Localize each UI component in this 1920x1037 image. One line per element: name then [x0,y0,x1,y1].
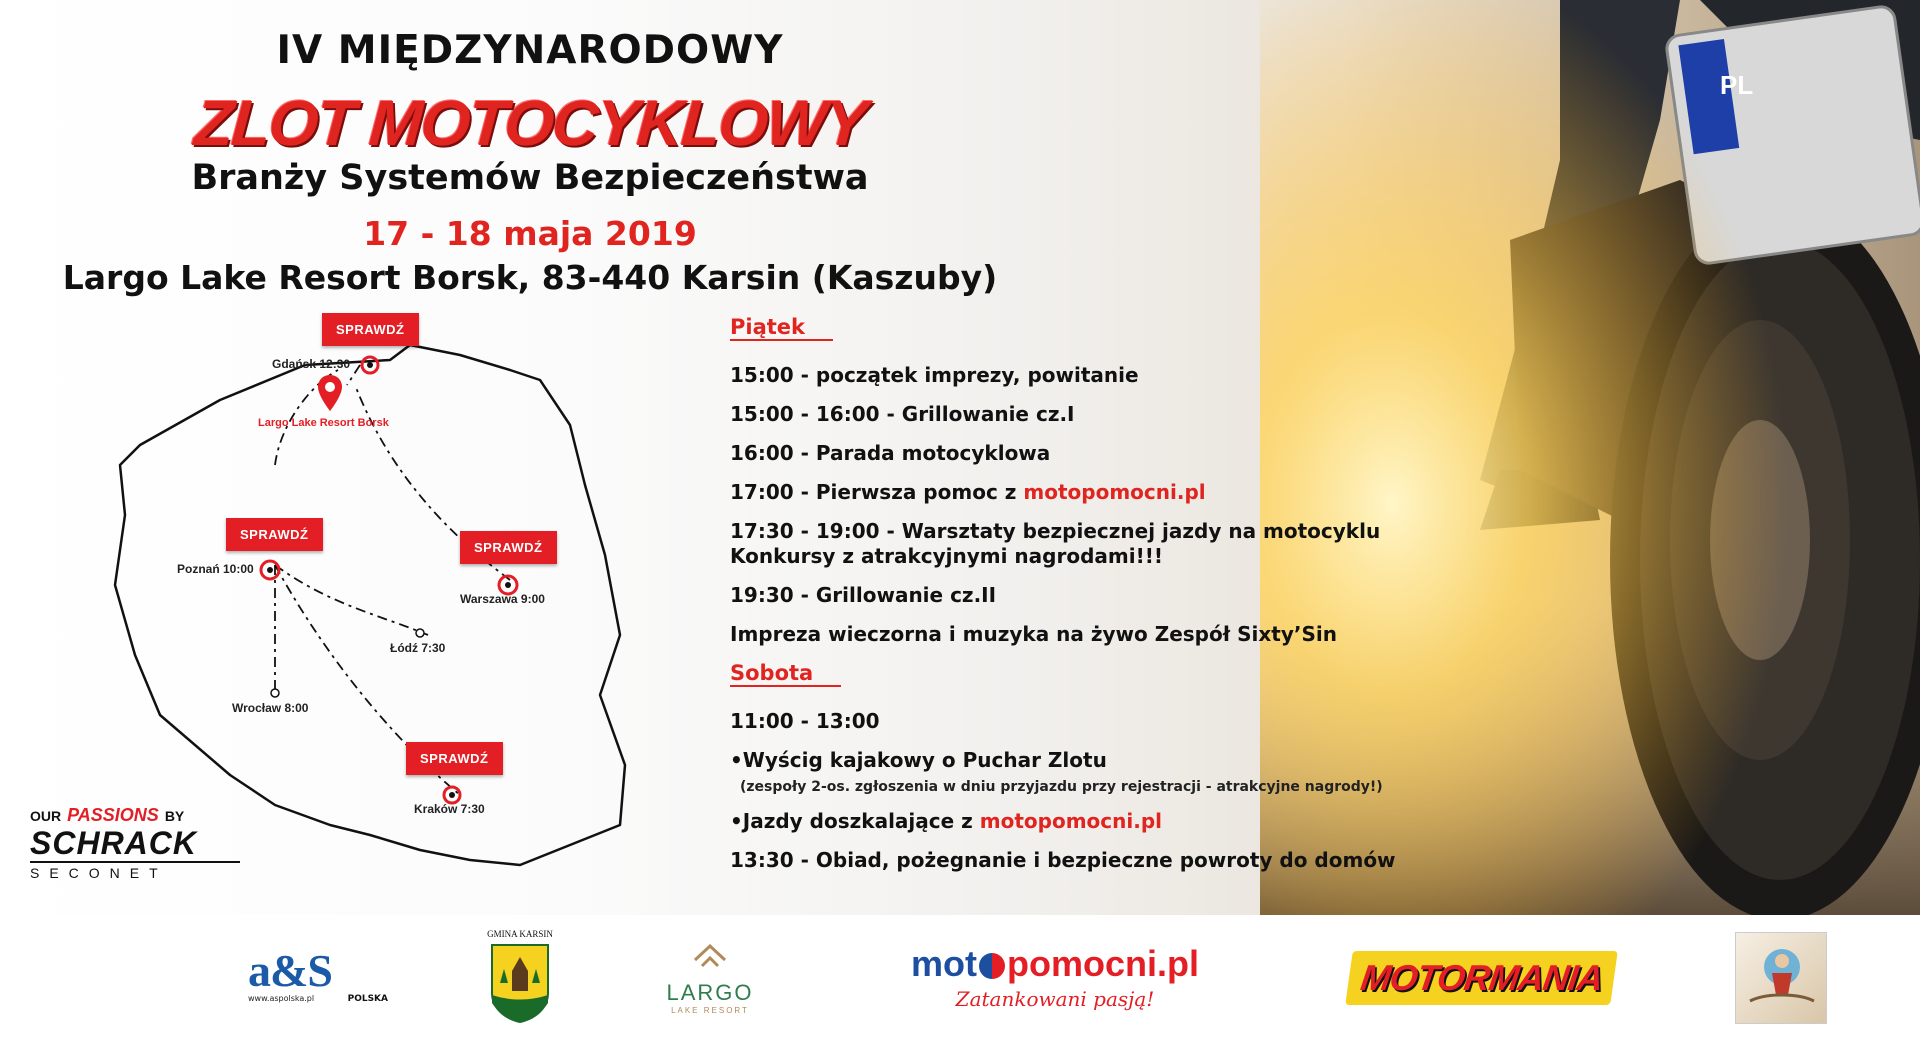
brand-schrack: SCHRACK [30,825,197,861]
sprawdz-button-krakow[interactable]: SPRAWDŹ [406,742,503,775]
sponsors-bar [0,915,1920,1037]
brand-seconet: SECONET [30,861,240,881]
event-date: 17 - 18 maja 2019 [363,214,697,253]
schedule-item: 15:00 - początek imprezy, powitanie [730,363,1139,387]
schedule-item: 15:00 - 16:00 - Grillowanie cz.I [730,402,1075,426]
city-lodz: Łódź 7:30 [390,641,446,655]
sponsor-motopomocni-logo[interactable]: mot pomocni.pl Zatankowani pasją! [911,943,1199,1011]
brand-tagline: OUR PASSIONS BY [30,805,185,825]
event-subtitle: Branży Systemów Bezpieczeństwa [191,158,869,198]
sponsor-gmina-karsin-logo[interactable]: GMINA KARSIN [480,933,560,1023]
motopomocni-o-icon [979,953,1005,979]
schrack-seconet-logo [30,805,250,881]
sponsor-as-polska-logo[interactable]: a&S www.aspolska.pl POLSKA [248,945,388,1004]
city-krakow: Kraków 7:30 [414,802,485,816]
sponsor-largo-logo[interactable]: LARGO LAKE RESORT [650,933,770,1023]
sprawdz-button-poznan[interactable]: SPRAWDŹ [226,518,323,551]
city-warszawa: Warszawa 9:00 [460,592,545,606]
schedule-item: 11:00 - 13:00 [730,709,880,733]
schedule-item-workshop: 17:30 - 19:00 - Warsztaty bezpiecznej jazdy na motocyklu Konkursy z atrakcyjnymi nagrodami!!! [730,519,1381,568]
schedule-item: 13:30 - Obiad, pożegnanie i bezpieczne powroty do domów [730,848,1396,872]
schedule-item-rides: •Jazdy doszkalające z motopomocni.pl [730,809,1163,833]
schedule-item-first-aid: 17:00 - Pierwsza pomoc z motopomocni.pl [730,480,1206,504]
event-schedule [730,315,1450,887]
schedule-item: Impreza wieczorna i muzyka na żywo Zespół Sixty’Sin [730,622,1337,646]
schedule-item: 19:30 - Grillowanie cz.II [730,583,997,607]
event-main-title: ZLOT MOTOCYKLOWY [192,87,868,159]
map-destination-label: Largo Lake Resort Borsk [258,417,389,429]
event-location: Largo Lake Resort Borsk, 83-440 Karsin (Kaszuby) [62,258,998,297]
city-gdansk: Gdańsk 12:30 [272,357,351,371]
sprawdz-button-warszawa[interactable]: SPRAWDŹ [460,531,557,564]
largo-house-icon [692,942,728,976]
schedule-item-kayak: •Wyścig kajakowy o Puchar Zlotu [730,748,1107,772]
license-plate-text: PL [1720,70,1754,100]
sponsor-motormania-logo[interactable]: MOTORMANIA [1332,933,1632,1023]
day-heading-friday: Piątek [730,315,833,341]
motopomocni-link[interactable]: motopomocni.pl [979,809,1163,833]
event-edition-title: IV MIĘDZYNARODOWY [276,28,784,73]
motopomocni-link[interactable]: motopomocni.pl [1023,480,1206,504]
pinup-figure-icon [1736,933,1828,1025]
city-poznan: Poznań 10:00 [177,562,254,576]
city-wroclaw: Wrocław 8:00 [232,701,309,715]
day-heading-saturday: Sobota [730,661,841,687]
sponsor-sixtysin-logo[interactable] [1734,933,1828,1023]
sprawdz-button-gdansk[interactable]: SPRAWDŹ [322,313,419,346]
location-pin-icon [317,375,343,411]
schedule-item: 16:00 - Parada motocyklowa [730,441,1051,465]
schedule-note: (zespoły 2-os. zgłoszenia w dniu przyjazdu przy rejestracji - atrakcyjne nagrody!) [740,779,1383,795]
coat-of-arms-icon [490,943,550,1023]
